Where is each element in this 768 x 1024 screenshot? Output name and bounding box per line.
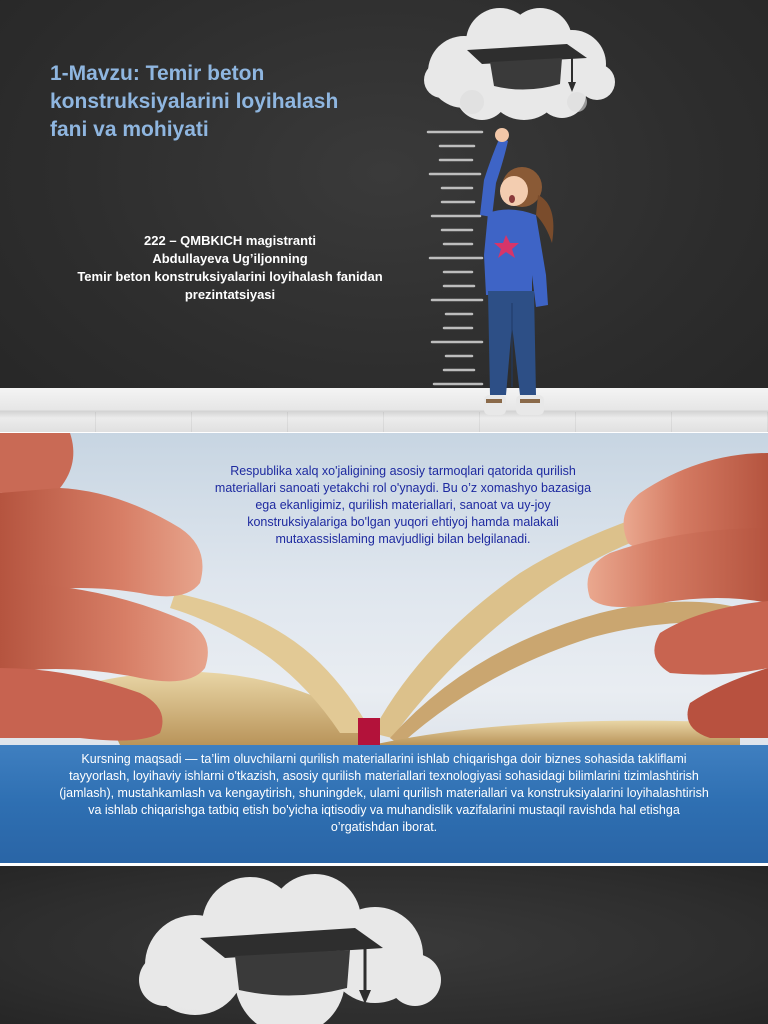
slide-2 (0, 433, 768, 863)
graduation-cap-cloud-icon (125, 870, 455, 1024)
title-line: 1-Mavzu: Temir beton (50, 62, 265, 85)
intro-paragraph (178, 463, 628, 548)
intro-line: Respublika xalq xo'jaligining asosiy tarmoqlari qatorida qurilish (230, 464, 576, 478)
slide-3 (0, 866, 768, 1024)
goal-line: va ishlab chiqarishga tatbiq etish bo'yicha iqtisodiy va muhandislik vazifalarini mustaqil ravishda hal etishga (88, 803, 680, 817)
child-reaching-image (462, 125, 572, 425)
goal-paragraph (0, 751, 768, 836)
author-block (40, 232, 420, 304)
intro-line: materiallari sanoati yetakchi rol o'ynaydi. Bu o’z xomashyo bazasiga (214, 481, 592, 495)
author-line: prezintatsiyasi (184, 287, 276, 302)
graduation-cap-cloud-icon (412, 2, 622, 127)
slide-1 (0, 0, 768, 432)
intro-line: mutaxassislaming mavjudligi bilan belgilanadi. (275, 532, 531, 546)
intro-line: ega ekanligimiz, qurilish materiallari, sanoat va uy-joy (255, 498, 551, 512)
title-line: konstruksiyalarini loyihalash (50, 90, 339, 113)
goal-line: (jamlash), mustahkamlash va kengaytirish, shuningdek, ulami qurilish materiallari va konstruksiyalarini loyihalashtirish (59, 786, 709, 800)
author-line: Abdullayeva Ug’iljonning (152, 251, 308, 266)
goal-line: Kursning maqsadi — ta’lim oluvchilarni qurilish materiallarini ishlab chiqarishga doir biznes sohasida takliflami (81, 752, 687, 766)
goal-line: o’rgatishdan iborat. (330, 820, 438, 834)
floor-planks (0, 412, 768, 432)
author-line: Temir beton konstruksiyalarini loyihalash fanidan (77, 269, 383, 284)
slide-title (50, 60, 410, 144)
author-line: 222 – QMBKICH magistranti (144, 233, 316, 248)
title-line: fani va mohiyati (50, 118, 209, 141)
goal-line: tayyorlash, loyihaviy ishlarni o'tkazish, asosiy qurilish materiallari texnologiyasi sohasidagi bilimlarini tizimlashtirish (69, 769, 699, 783)
intro-line: konstruksiyalariga bo'lgan yuqori ehtiyoj hamda malakali (247, 515, 559, 529)
